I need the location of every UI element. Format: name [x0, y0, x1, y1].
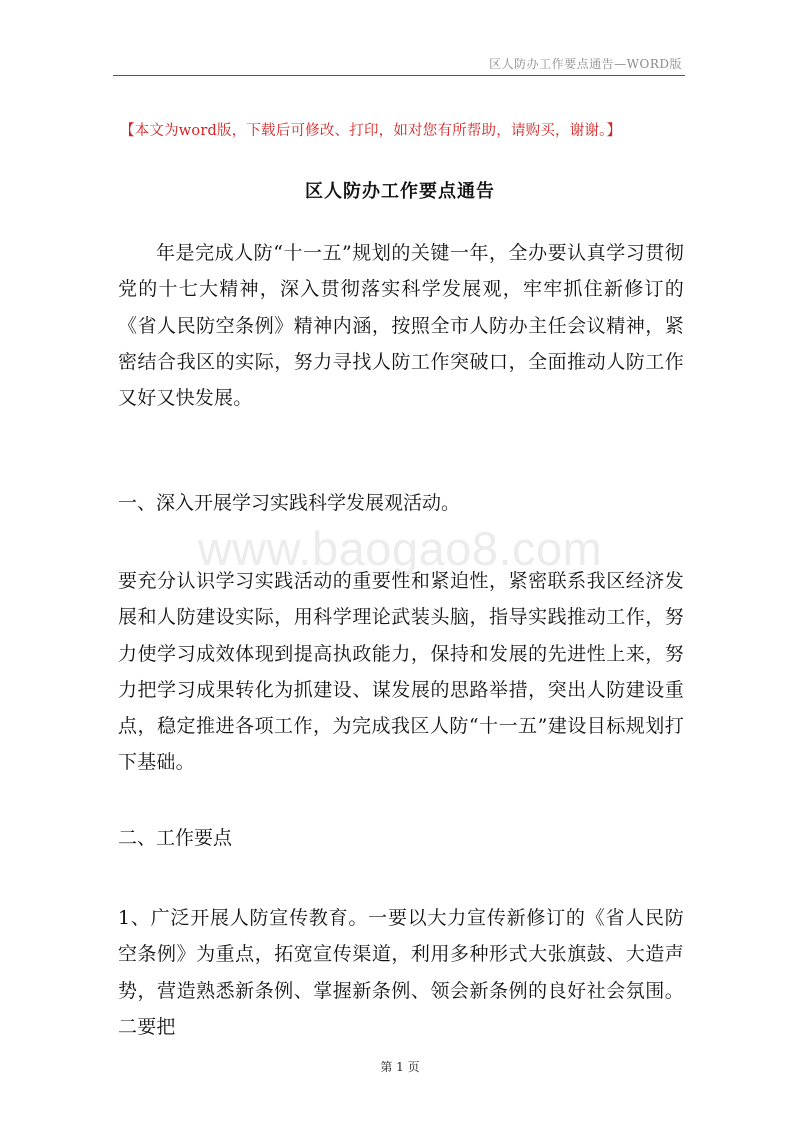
section-1-paragraph: 要充分认识学习实践活动的重要性和紧迫性，紧密联系我区经济发展和人防建设实际，用科学理论武装头脑，指导实践推动工作，努力使学习成效体现到提高执政能力，保持和发展的先进性上来，努力把学习成果转化为抓建设、谋发展的思路举措，突出人防建设重点，稳定推进各项工作，为完成我区人防“十一五”建设目标规划打下基础。	[118, 570, 684, 774]
section-2-item-1: 1、广泛开展人防宣传教育。一要以大力宣传新修订的《省人民防空条例》为重点，拓宽宣传渠道，利用多种形式大张旗鼓、大造声势，营造熟悉新条例、掌握新条例、领会新条例的良好社会氛围。二要把	[118, 907, 684, 1038]
page-title: 区人防办工作要点通告	[305, 181, 495, 202]
page-number: 第 1 页	[380, 1060, 420, 1074]
running-header: 区人防办工作要点通告—WORD版	[489, 57, 682, 71]
intro-paragraph: 年是完成人防“十一五”规划的关键一年，全办要认真学习贯彻党的十七大精神，深入贯彻落实科学发展观，牢牢抓住新修订的《省人民防空条例》精神内涵，按照全市人防办主任会议精神，紧密结合我区的实际，努力寻找人防工作突破口，全面推动人防工作又好又快发展。	[118, 242, 684, 410]
header-divider	[113, 75, 685, 76]
section-heading-1: 一、深入开展学习实践科学发展观活动。	[118, 492, 461, 514]
download-notice: 【本文为word版，下载后可修改、打印，如对您有所帮助，请购买，谢谢。】	[120, 123, 622, 139]
watermark: www.baogao8.com	[197, 522, 603, 575]
section-heading-2: 二、工作要点	[118, 827, 233, 849]
